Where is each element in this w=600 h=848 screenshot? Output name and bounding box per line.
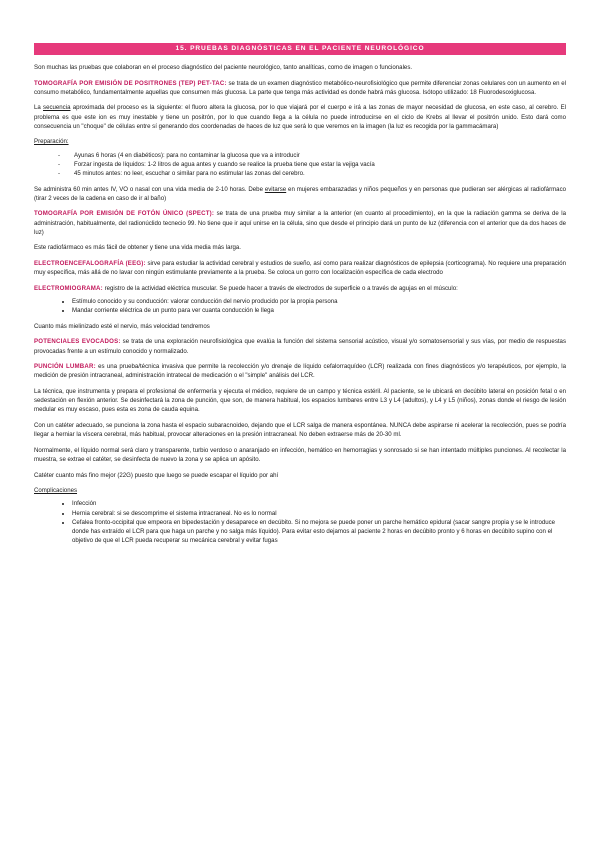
- secuencia-text: aproximada del proceso es la siguiente: el fluoro altera la glucosa, por lo que viajará por el cuerpo e irá a las zonas de mayor necesidad de glucosa, en este caso, al cerebro. El problema es que este ion es muy inestable y tiene un positrón, por lo que cuando llega a la célula no puede introducirse en el ciclo de Krebs al llevar el positrón unido. Esto dará como consecuencia un "choque" de células entre sí generando dos coordenadas de haces de luz que será lo que veremos en la imagen (la luz es recogida por la gammacámara): [34, 104, 566, 130]
- pe-title: POTENCIALES EVOCADOS:: [34, 338, 121, 346]
- liquido-paragraph: Normalmente, el líquido normal será claro y transparente, turbio verdoso o anaranjado en infección, hemático en hemorragias y sonrosado si se han intentado múltiples punciones. Al recolectar la muestra, se extrae el catéter, se desinfecta de nuevo la zona y se aplica un apósito.: [34, 446, 566, 463]
- eeg-paragraph: [34, 259, 566, 277]
- list-item: • Mandar corriente eléctrica de un punto para ver cuanta conducción le llega: [72, 306, 566, 315]
- secuencia-paragraph: [34, 103, 566, 131]
- secuencia-label: La: [34, 104, 44, 112]
- complicaciones-heading: Complicaciones: [34, 487, 78, 495]
- mielinizado-paragraph: Cuanto más mielinizado esté el nervio, más velocidad tendremos: [34, 322, 210, 330]
- pl-paragraph: [34, 362, 566, 380]
- tecnica-paragraph: La técnica, que instrumenta y prepara el profesional de enfermería y ejecuta el médico, requiere de un campo y técnica estéril. Al paciente, se le ubicará en decúbito lateral en posición fetal o en sedestación en flexión anterior. Se desinfectará la zona de punción, que son, de manera habitual, los espacios lumbares entre L3 y L4 (adultos), y L4 y L5 (niños), zonas donde el riesgo de lesión medular es muy escaso, pues esta es zona de cauda equina.: [34, 387, 566, 414]
- list-item: - 45 minutos antes: no leer, escuchar o similar para no estimular las zonas del cerebro.: [58, 170, 305, 177]
- cateter-paragraph: Con un catéter adecuado, se punciona la zona hasta el espacio subaracnoideo, dejando que el LCR salga de manera espontánea. NUNCA debe aspirarse ni acelerar la recolección, pues se podría llegar a herniar la víscera cerebral, más habitual, provocar alteraciones en la presión intracraneal. No deben extraerse más de 20-30 ml.: [34, 421, 566, 439]
- document-body: [34, 63, 566, 552]
- pe-text: se trata de una exploración neurofisiológica que evalúa la función del sistema sensorial acústico, visual y/o somatosensorial y sus vías, por medio de respuestas provocadas frente a un estímulo conocido y normalizado.: [34, 338, 566, 355]
- administra-paragraph: Se administra 60 min antes IV, VO o nasal con una vida media de 2-10 horas. Debe evitarse en mujeres embarazadas y niños pequeños y en personas que pudieran ser alérgicas al radiofármaco (tirar 2 veces de la cadena en caso de ir al baño): [34, 185, 567, 202]
- list-item: • Infección: [72, 499, 566, 508]
- intro-paragraph: Son muchas las pruebas que colaboran en el proceso diagnóstico del paciente neurológico, tanto analíticas, como de imagen o funcionales.: [34, 64, 413, 71]
- dash-marker: -: [58, 160, 61, 168]
- list-item: • Estímulo conocido y su conducción: valorar conducción del nervio producido por la propia persona: [72, 297, 566, 306]
- spect-text: se trata de una prueba muy similar a la anterior (en cuanto al procedimiento), en la que la radiación gamma se deriva de la administración, habitualmente, del radionúclido tecnecio 99. No tiene que ir aquí unirse en la célula, sino que desde el principio dará un punto de luz (diferencia con el anterior que da dos haces de luz): [34, 210, 566, 236]
- emg-paragraph: [34, 284, 566, 293]
- emg-text: registro de la actividad eléctrica muscular. Se puede hacer a través de electrodos de superficie o a través de agujas en el músculo:: [102, 284, 458, 292]
- preparacion-list: [34, 151, 566, 179]
- spect-title: TOMOGRAFÍA POR EMISIÓN DE FOTÓN ÚNICO (SPECT):: [34, 210, 215, 218]
- list-item: - Ayunas 6 horas (4 en diabéticos): para no contaminar la glucosa que va a introducir: [58, 151, 300, 159]
- emg-title: ELECTROMIOGRAMA:: [34, 284, 103, 292]
- pl-title: PUNCIÓN LUMBAR:: [34, 363, 96, 371]
- cateter-fino-paragraph: Catéter cuanto más fino mejor (22G) puesto que luego se puede escapar el líquido por ahí: [34, 471, 279, 479]
- preparacion-heading: Preparación:: [34, 138, 69, 146]
- eeg-title: ELECTROENCEFALOGRAFÍA (EEG):: [34, 259, 146, 267]
- emg-list: [34, 297, 566, 315]
- tep-title: TOMOGRAFÍA POR EMISIÓN DE POSITRONES (TEP) PET-TAC:: [34, 79, 227, 87]
- list-item: • Hernia cerebral: si se descomprime el sistema intracraneal. No es lo normal: [72, 509, 566, 518]
- evitarse-word: evitarse: [264, 185, 287, 193]
- list-item: - Forzar ingesta de líquidos: 1-2 litros de agua antes y cuando se realice la prueba tiene que estar la vejiga vacía: [58, 160, 375, 168]
- list-item: • Cefalea fronto-occipital que empeora en bipedestación y desaparece en decúbito. Si no mejora se puede poner un parche hemático epidural (sacar sangre propia y se le introduce donde has extraído el LCR para que haga un parche y no salga más líquido). Para evitar esto dejamos al paciente 2 horas en decúbito pronto y 6 horas en decúbito supino con el objetivo de que el LCR pueda recuperar su mecánica cerebral y evitar fugas: [72, 518, 566, 546]
- section-banner: 15. PRUEBAS DIAGNÓSTICAS EN EL PACIENTE NEUROLÓGICO: [34, 43, 566, 55]
- radiofarmaco-paragraph: Este radiofármaco es más fácil de obtener y tiene una vida media más larga.: [34, 244, 241, 252]
- tep-text: se trata de un examen diagnóstico metabólico-neurofisiológico que permite diferenciar zonas celulares con un aumento en el consumo metabólico, fundamentalmente aquellas que consumen más glucosa. La parte que tenga más actividad es donde habrá más glucosa. Isótopo utilizado: 18 Fluorodesoxiglucosa.: [34, 79, 566, 96]
- dash-marker: -: [58, 170, 61, 177]
- pl-text: es una prueba/técnica invasiva que permite la recolección y/o drenaje de líquido cefalorraquídeo (LCR) realizada con fines diagnósticos y/o terapéuticos, por ejemplo, la medición de presión intracraneal, administración intratecal de medicación o el "simple" análisis del LCR.: [34, 363, 566, 380]
- spect-paragraph: [34, 209, 566, 237]
- tep-paragraph: [34, 79, 566, 97]
- secuencia-word: secuencia: [43, 104, 71, 112]
- complicaciones-list: [34, 499, 566, 545]
- eeg-text: sirve para estudiar la actividad cerebral y estudios de sueño, así como para realizar diagnósticos de epilepsia (corticograma). No requiere una preparación muy específica, más allá de no lavar con ningún estimulante previamente a la prueba. Se coloca un gorro con localización específica de cada electrodo: [34, 259, 566, 277]
- pe-paragraph: [34, 337, 566, 355]
- dash-marker: -: [58, 151, 61, 159]
